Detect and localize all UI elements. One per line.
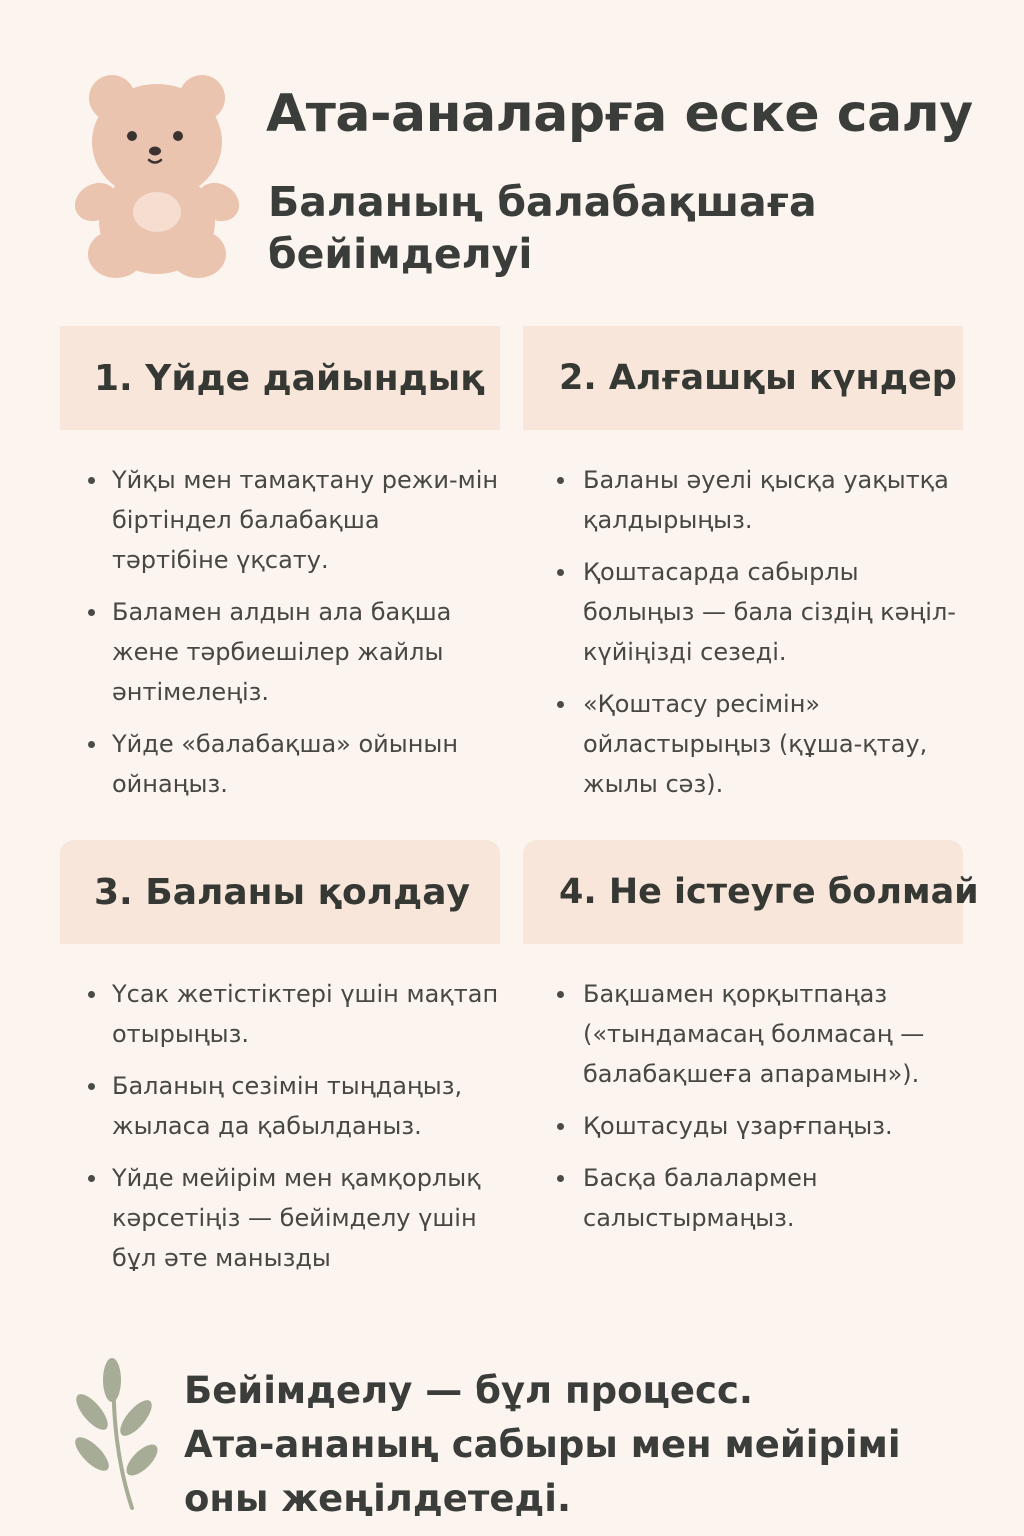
list-item: Үйде «балабақша» ойынын ойнаңыз. xyxy=(60,724,500,804)
leaf-branch-icon xyxy=(66,1356,158,1514)
tips-list xyxy=(523,944,963,1238)
list-item: Бақшамен қорқытпаңаз («тындамасаң болмасаң — балабақшеға апарамын»). xyxy=(523,974,963,1094)
tips-list xyxy=(523,430,963,804)
footer-line: оны жеңілдетеді. xyxy=(184,1477,572,1520)
list-item: Қоштасуды үзарғпаңыз. xyxy=(523,1106,963,1146)
footer-message xyxy=(184,1364,1004,1526)
teddy-bear-icon xyxy=(72,72,242,282)
section-heading: 2. Алғашқы күндер xyxy=(523,326,963,430)
list-item: Баланың сезімін тыңдаңыз, жыласа да қабылданыз. xyxy=(60,1066,500,1146)
section-heading: 4. Не істеуге болмай xyxy=(523,840,963,944)
section-heading: 3. Баланы қолдау xyxy=(60,840,500,944)
page-subtitle: Баланың балабақшаға бейімделуі xyxy=(268,178,817,278)
section-heading: 1. Үйде дайындық xyxy=(60,326,500,430)
list-item: Баламен алдын ала бақша жене тәрбиешілер жайлы әнтімелеңіз. xyxy=(60,592,500,712)
section-support-child xyxy=(60,840,500,1290)
list-item: Үйқы мен тамақтану режи-мін біртіндел балабақша тәртібіне үқсату. xyxy=(60,460,500,580)
list-item: «Қоштасу ресімін» ойластырыңыз (құша-қтау, жылы сәз). xyxy=(523,684,963,804)
list-item: Басқа балалармен салыстырмаңыз. xyxy=(523,1158,963,1238)
list-item: Үйде мейірім мен қамқорлық кәрсетіңіз — бейімделу үшін бұл әте манызды xyxy=(60,1158,500,1278)
list-item: Үсак жетістіктері үшін мақтап отырыңыз. xyxy=(60,974,500,1054)
section-home-preparation xyxy=(60,326,500,816)
list-item: Қоштасарда сабырлы болыңыз — бала сіздің кәңіл-күйіңізді сезеді. xyxy=(523,552,963,672)
page-title: Ата-аналарға еске салу xyxy=(266,84,973,144)
footer-line: Ата-ананың сабыры мен мейірімі xyxy=(184,1423,901,1466)
section-first-days xyxy=(523,326,963,816)
footer-line: Бейімделу — бұл процесс. xyxy=(184,1369,753,1412)
header xyxy=(0,0,1024,320)
tips-list xyxy=(60,430,500,804)
list-item: Баланы әуелі қысқа уақытқа қалдырыңыз. xyxy=(523,460,963,540)
section-what-not-to-do xyxy=(523,840,979,1250)
tips-list xyxy=(60,944,500,1278)
